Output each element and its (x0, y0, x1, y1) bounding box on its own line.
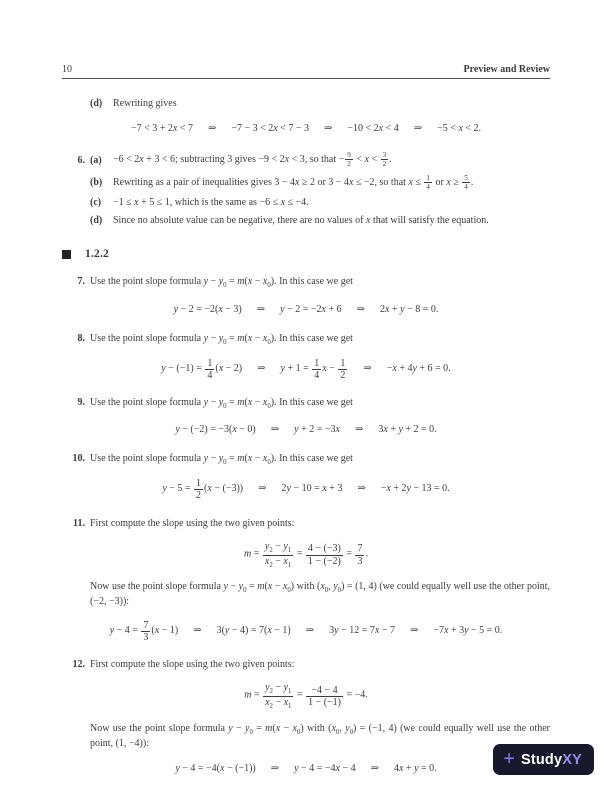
solution-paragraph (62, 722, 550, 750)
solution-paragraph (62, 580, 550, 608)
math-text: x ≥ (446, 176, 462, 188)
item-text (113, 151, 550, 168)
math-text: $y - y_0 = m(x - x_0)$ (223, 581, 295, 595)
plain-text: Use the point slope formula (90, 332, 204, 344)
studyxy-logo[interactable] (493, 744, 594, 775)
subitem-label: (c) (90, 196, 102, 208)
math-text: < x < (353, 154, 380, 166)
plain-text: . In this case we get (274, 332, 353, 344)
math-text: (1, −4) (115, 737, 143, 749)
math-text: y − 2 = −2(x − 3) ⇒ y − 2 = −2x + 6 ⇒ 2x + y − 8 = 0. (173, 303, 439, 315)
fraction: $\frac{4 - (-3)}{1 - (-2)}$ (307, 543, 341, 567)
logo-brand-xy: XY (562, 751, 582, 768)
solution-item (62, 275, 550, 290)
solution-item (62, 517, 550, 530)
item-text (90, 722, 550, 750)
item-number: 7. (77, 276, 85, 288)
solution-item (62, 332, 550, 347)
math-text: . (389, 154, 392, 166)
math-text: = (294, 690, 306, 702)
plain-text: First compute the slope using the two given points: (90, 517, 295, 529)
item-text (90, 658, 550, 671)
math-text: (x − 2) ⇒ y + 1 = (215, 362, 312, 374)
math-text: m = (244, 548, 262, 560)
math-text: y − (−1) = (161, 362, 205, 374)
plain-text: Use the point slope formula (90, 396, 204, 408)
plain-text: ): (122, 596, 130, 608)
subitem-label: (b) (90, 176, 103, 188)
math-text: y − 5 = (162, 483, 194, 495)
math-text: x ≤ (408, 176, 424, 188)
plain-text: , which is the same as (169, 196, 260, 208)
plain-text: (we could equally well use the other point, (90, 722, 551, 749)
solution-item (62, 658, 550, 671)
math-text: −6 < 2x + 3 < 6; (113, 154, 178, 166)
item-text (113, 97, 550, 110)
item-text (90, 580, 550, 608)
item-number: 11. (73, 517, 85, 529)
fraction: $\frac{-4 - 4}{1 - (-1)}$ (308, 684, 342, 709)
math-text: $y - y_0 = m(x - x_0)$ (228, 722, 304, 736)
plain-text: . In this case we get (274, 453, 353, 465)
math-text: $y - y_0 = m(x - x_0)$ (203, 453, 275, 467)
item-text (90, 332, 550, 347)
plain-text: . In this case we get (274, 396, 353, 408)
fraction: $\frac{3}{2}$ (382, 151, 387, 169)
math-text: 3 − 4x ≤ −2 (328, 176, 375, 188)
math-text: − (338, 154, 345, 166)
fraction: $\frac{1}{2}$ (196, 478, 202, 502)
display-equation (62, 761, 550, 776)
item-text (113, 174, 550, 191)
math-text: y − (−2) = −3(x − 0) ⇒ y + 2 = −3x ⇒ 3x + y + 2 = 0. (175, 424, 437, 436)
plain-text: or (432, 176, 447, 188)
math-text: . (470, 176, 474, 188)
fraction: $\frac{7}{3}$ (143, 619, 149, 643)
math-text: $y - y_0 = m(x - x_0)$ (203, 276, 275, 290)
plain-text: , so that (304, 154, 339, 166)
math-text: (x − 1) ⇒ 3(y − 4) = 7(x − 1) ⇒ 3y − 12 = 7x − 7 ⇒ −7x + 3y − 5 = 0. (151, 624, 503, 636)
math-text: ($x_0$, $y_0) = (-1$, 4) (328, 722, 397, 736)
fraction: $\frac{7}{3}$ (357, 543, 363, 567)
math-text: = −4. (344, 690, 368, 702)
item-text (113, 196, 550, 209)
solution-item (62, 151, 550, 168)
display-equation (62, 541, 550, 569)
plain-text: Rewriting as a pair of inequalities gives (113, 176, 275, 188)
plain-text: that will satisfy the equation. (370, 215, 489, 227)
page-header (62, 64, 550, 79)
display-equation (62, 302, 550, 317)
plain-text: Use the point slope formula (90, 276, 204, 288)
subitem-label: (d) (90, 98, 103, 109)
section-number: 1.2.2 (85, 248, 109, 261)
plus-icon: + (503, 747, 515, 770)
math-text: $y - y_0 = m(x - x_0)$ (203, 332, 275, 346)
plain-text: Use the point slope formula (90, 453, 204, 465)
fraction: $\frac{y_2 - y_1}{x_2 - x_1}$ (264, 540, 292, 569)
math-text: (x − (−3)) ⇒ 2y − 10 = x + 3 ⇒ −x + 2y − 13 = 0. (204, 483, 450, 495)
plain-text: (we could equally well use the other point, (376, 581, 551, 593)
page-number: 10 (62, 64, 72, 75)
solution-item (62, 214, 550, 227)
plain-text: First compute the slope using the two given points: (90, 659, 295, 671)
plain-text: Now use the point slope formula (90, 722, 229, 734)
fraction: $\frac{5}{4}$ (464, 173, 468, 191)
math-text: ($x_0$, $y_0) = (1$, 4) (316, 581, 377, 595)
subitem-label: (d) (90, 215, 103, 227)
fraction: $\frac{1}{4}$ (314, 357, 320, 381)
math-text: . (365, 548, 368, 560)
item-text (90, 396, 550, 411)
math-text: x − (322, 362, 338, 374)
math-text: y − 4 = (109, 624, 141, 636)
plain-text: Now use the point slope formula (90, 581, 224, 593)
plain-text: Since no absolute value can be negative, there are no values of (113, 215, 366, 227)
plain-text: with (303, 722, 329, 734)
section-heading (62, 248, 550, 260)
logo-brand-study: Study (520, 751, 563, 768)
math-text: y − 4 = −4(x − (−1)) ⇒ y − 4 = −4x − 4 ⇒ 4x + y = 0. (175, 763, 437, 775)
math-text: $y - y_0 = m(x - x_0)$ (203, 396, 275, 410)
item-text (90, 517, 550, 530)
section-marker-icon (62, 250, 71, 259)
item-number: 6. (77, 154, 85, 166)
fraction: $\frac{9}{2}$ (347, 151, 351, 169)
plain-text: or (314, 176, 329, 188)
math-text: ⇒ −x + 4y + 6 = 0. (348, 362, 451, 374)
display-equation (62, 121, 550, 136)
math-text: −9 < 2x < 3 (258, 154, 305, 166)
plain-text: . In this case we get (274, 276, 353, 288)
math-text: −6 ≤ x ≤ −4. (259, 196, 309, 208)
math-text: m = (244, 690, 263, 702)
item-number: 12. (72, 659, 85, 671)
item-number: 10. (72, 453, 85, 465)
fraction: $\frac{1}{2}$ (340, 357, 346, 381)
math-text: = (343, 548, 355, 560)
solution-item (62, 196, 550, 209)
math-text: −1 ≤ x + 5 ≤ 1 (113, 196, 170, 208)
math-text: 3 − 4x ≥ 2 (274, 176, 315, 188)
document-body (62, 97, 550, 776)
item-number: 8. (77, 332, 85, 344)
solution-item (62, 97, 550, 110)
solution-item (62, 396, 550, 411)
fraction: $\frac{1}{4}$ (207, 357, 213, 381)
math-text: (−2, −3) (90, 596, 123, 608)
math-text: = (294, 548, 305, 560)
plain-text: with (294, 581, 317, 593)
subitem-label: (a) (90, 154, 102, 166)
plain-text: subtracting 3 gives (177, 154, 259, 166)
fraction: $\frac{1}{4}$ (426, 173, 430, 191)
item-number: 9. (77, 396, 85, 408)
display-equation (62, 682, 550, 710)
running-header-title: Preview and Review (463, 64, 550, 75)
display-equation (62, 478, 550, 501)
math-text: −7 < 3 + 2x < 7 ⇒ −7 − 3 < 2x < 7 − 3 ⇒ −10 < 2x < 4 ⇒ −5 < x < 2. (130, 123, 482, 135)
display-equation (62, 620, 550, 643)
item-text (90, 275, 550, 290)
plain-text: ): (142, 737, 149, 749)
plain-text: , so that (374, 176, 409, 188)
item-text (113, 214, 550, 227)
fraction: $\frac{y_2 - y_1}{x_2 - x_1}$ (265, 682, 292, 711)
display-equation (62, 358, 550, 381)
plain-text: Rewriting gives (113, 98, 177, 109)
math-text: x (365, 215, 371, 227)
solution-item (62, 174, 550, 191)
solution-item (62, 452, 550, 467)
item-text (90, 452, 550, 467)
display-equation (62, 422, 550, 437)
